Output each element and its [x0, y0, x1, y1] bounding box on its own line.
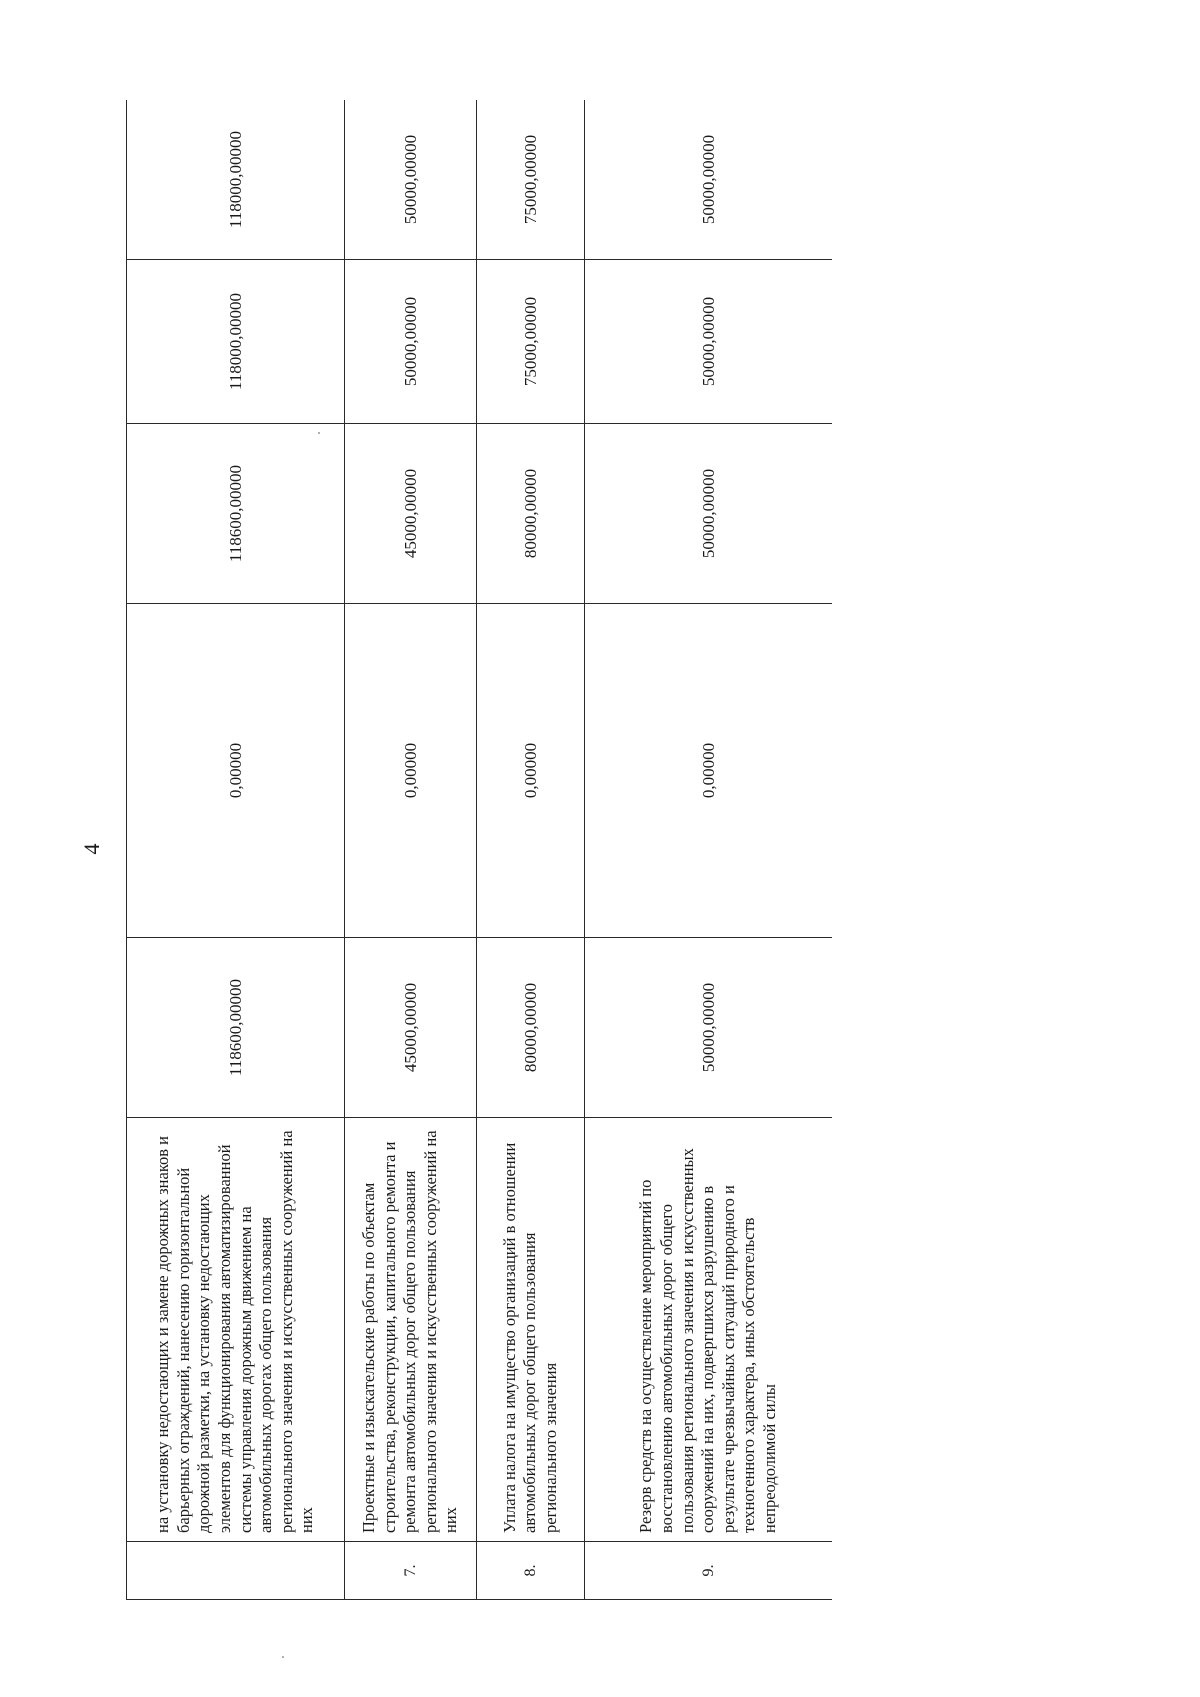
- value-cell: 118600,00000: [127, 938, 345, 1118]
- value-cell: 0,00000: [345, 604, 477, 938]
- rotated-table-frame: [126, 100, 832, 1600]
- value-cell: 50000,00000: [585, 424, 833, 604]
- value-cell: 50000,00000: [585, 938, 833, 1118]
- row-description: Уплата налога на имущество организаций в отношении автомобильных дорог общего пользования регионального значения: [477, 1118, 585, 1542]
- value-cell: 0,00000: [127, 604, 345, 938]
- scan-speck: [282, 1656, 284, 1658]
- row-description: на установку недостающих и замене дорожных знаков и барьерных ограждений, нанесению горизонтальной дорожной разметки, на установку недостающих элементов для функционирования автоматизированной системы управления дорожным движением на автомобильных дорогах общего пользования регионального значения и искусственных сооружений на них: [127, 1118, 345, 1542]
- row-number: 7.: [345, 1542, 477, 1600]
- value-cell: 118600,00000: [127, 424, 345, 604]
- row-description: Проектные и изыскательские работы по объектам строительства, реконструкции, капитального ремонта и ремонта автомобильных дорог общего пользования регионального значения и искусственных сооружений на них: [345, 1118, 477, 1542]
- table-row: [477, 100, 585, 1600]
- value-cell: 0,00000: [477, 604, 585, 938]
- value-cell: 50000,00000: [345, 260, 477, 424]
- table-row: [585, 100, 833, 1600]
- value-cell: 118000,00000: [127, 100, 345, 260]
- value-cell: 45000,00000: [345, 938, 477, 1118]
- value-cell: 50000,00000: [345, 100, 477, 260]
- scan-speck: [318, 432, 320, 434]
- value-cell: 50000,00000: [585, 100, 833, 260]
- table-row: [127, 100, 345, 1600]
- budget-table-container: [126, 100, 832, 1600]
- value-cell: 80000,00000: [477, 938, 585, 1118]
- row-description: Резерв средств на осуществление мероприятий по восстановлению автомобильных дорог общего пользования регионального значения и искусственных сооружений на них, подвергшихся разрушению в результате чрезвычайных ситуаций природного и техногенного характера, иных обстоятельств непреодолимой силы: [585, 1118, 833, 1542]
- value-cell: 75000,00000: [477, 260, 585, 424]
- row-number: [127, 1542, 345, 1600]
- row-number: 9.: [585, 1542, 833, 1600]
- value-cell: 80000,00000: [477, 424, 585, 604]
- value-cell: 45000,00000: [345, 424, 477, 604]
- page-number: 4: [79, 843, 104, 855]
- budget-table: [126, 100, 832, 1600]
- value-cell: 75000,00000: [477, 100, 585, 260]
- row-number: 8.: [477, 1542, 585, 1600]
- table-row: [345, 100, 477, 1600]
- value-cell: 0,00000: [585, 604, 833, 938]
- value-cell: 118000,00000: [127, 260, 345, 424]
- value-cell: 50000,00000: [585, 260, 833, 424]
